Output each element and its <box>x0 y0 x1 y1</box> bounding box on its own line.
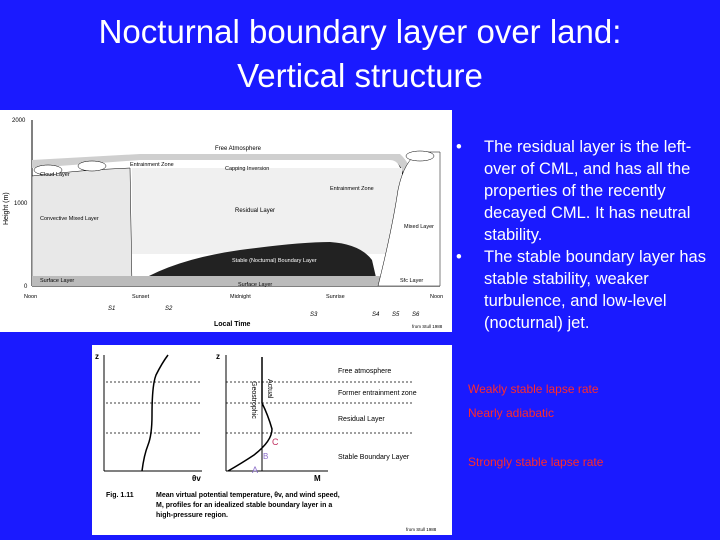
bullet-dot-icon: • <box>456 138 462 156</box>
segment-s2: S2 <box>165 306 173 312</box>
label-surface-layer-mid: Surface Layer <box>238 282 273 288</box>
title-line-2: Vertical structure <box>237 57 483 94</box>
bottom-credit: from Stull 1988 <box>406 527 437 532</box>
letter-b: B <box>263 452 269 461</box>
caption-line-1: Mean virtual potential temperature, θv, and wind speed, <box>156 492 340 499</box>
segment-s3: S3 <box>310 312 318 318</box>
title-line-1: Nocturnal boundary layer over land: <box>98 13 622 50</box>
bullet-list <box>452 136 714 334</box>
label-free-atmosphere: Free Atmosphere <box>215 146 262 152</box>
letter-c: C <box>272 437 279 447</box>
time-noon-right: Noon <box>430 294 444 300</box>
segment-s1: S1 <box>108 306 116 312</box>
label-entrainment-zone-left: Entrainment Zone <box>130 162 174 168</box>
label-surface-layer-left: Surface Layer <box>40 278 75 284</box>
evolution-svg <box>0 110 452 332</box>
label-cloud-layer: Cloud Layer <box>40 172 70 178</box>
bullet-text-1: The residual layer is the left-over of CML, and has all the properties of the recently decayed CML. It has neutral stability. <box>484 138 692 244</box>
caption-fig-number: Fig. 1.11 <box>106 492 134 499</box>
profiles-figure <box>92 345 452 535</box>
label-sfc-layer-right: Sfc Layer <box>400 278 424 284</box>
top-credit: from Stull 1988 <box>412 324 443 329</box>
y-tick-2000: 2000 <box>12 118 26 124</box>
bullet-stable-layer <box>452 246 714 334</box>
label-residual-layer: Residual Layer <box>235 208 276 214</box>
actual-label: Actual <box>266 379 273 399</box>
layer-former-entrainment: Former entrainment zone <box>338 390 417 397</box>
slide-title <box>0 10 720 98</box>
bullet-dot-icon: • <box>456 248 462 266</box>
caption-line-2: M, profiles for an idealized stable boundary layer in a <box>156 502 333 509</box>
bullet-text-2: The stable boundary layer has stable stability, weaker turbulence, and low-level (nocturnal) jet. <box>484 248 706 332</box>
label-stable-boundary-layer: Stable (Nocturnal) Boundary Layer <box>232 258 317 264</box>
caption-line-3: high-pressure region. <box>156 512 228 519</box>
note-strongly-stable: Strongly stable lapse rate <box>468 455 604 469</box>
label-entrainment-zone-right: Entrainment Zone <box>330 186 374 192</box>
time-sunrise: Sunrise <box>326 294 345 300</box>
theta-z-label: z <box>95 352 99 361</box>
segment-s6: S6 <box>412 312 420 318</box>
letter-a: A <box>252 465 259 475</box>
theta-x-label: θv <box>192 474 201 483</box>
convective-mixed-layer-shape <box>32 168 132 286</box>
y-axis-label: Height (m) <box>3 192 10 225</box>
wind-x-label: M <box>314 474 321 483</box>
layer-free-atmosphere: Free atmosphere <box>338 368 392 375</box>
y-tick-0: 0 <box>24 284 28 290</box>
note-weakly-stable: Weakly stable lapse rate <box>468 382 599 396</box>
segment-s5: S5 <box>392 312 400 318</box>
note-nearly-adiabatic: Nearly adiabatic <box>468 406 555 420</box>
time-midnight: Midnight <box>230 294 251 300</box>
layer-stable-boundary: Stable Boundary Layer <box>338 454 410 461</box>
label-capping-inversion: Capping Inversion <box>225 166 270 172</box>
layer-residual: Residual Layer <box>338 416 385 423</box>
cloud-right <box>406 151 434 161</box>
segment-s4: S4 <box>372 312 380 318</box>
boundary-layer-evolution-figure <box>0 110 452 332</box>
profiles-svg <box>92 345 452 535</box>
label-convective-mixed-layer: Convective Mixed Layer <box>40 216 99 222</box>
bullet-residual-layer <box>452 136 714 246</box>
y-tick-1000: 1000 <box>14 201 28 207</box>
label-mixed-layer: Mixed Layer <box>404 224 434 230</box>
time-noon-left: Noon <box>24 294 38 300</box>
time-sunset: Sunset <box>132 294 150 300</box>
x-axis-label: Local Time <box>214 321 251 328</box>
theta-profile-curve <box>142 355 168 471</box>
geostrophic-label: Geostrophic <box>250 381 257 419</box>
cloud-mid <box>78 161 106 171</box>
wind-z-label: z <box>216 352 220 361</box>
